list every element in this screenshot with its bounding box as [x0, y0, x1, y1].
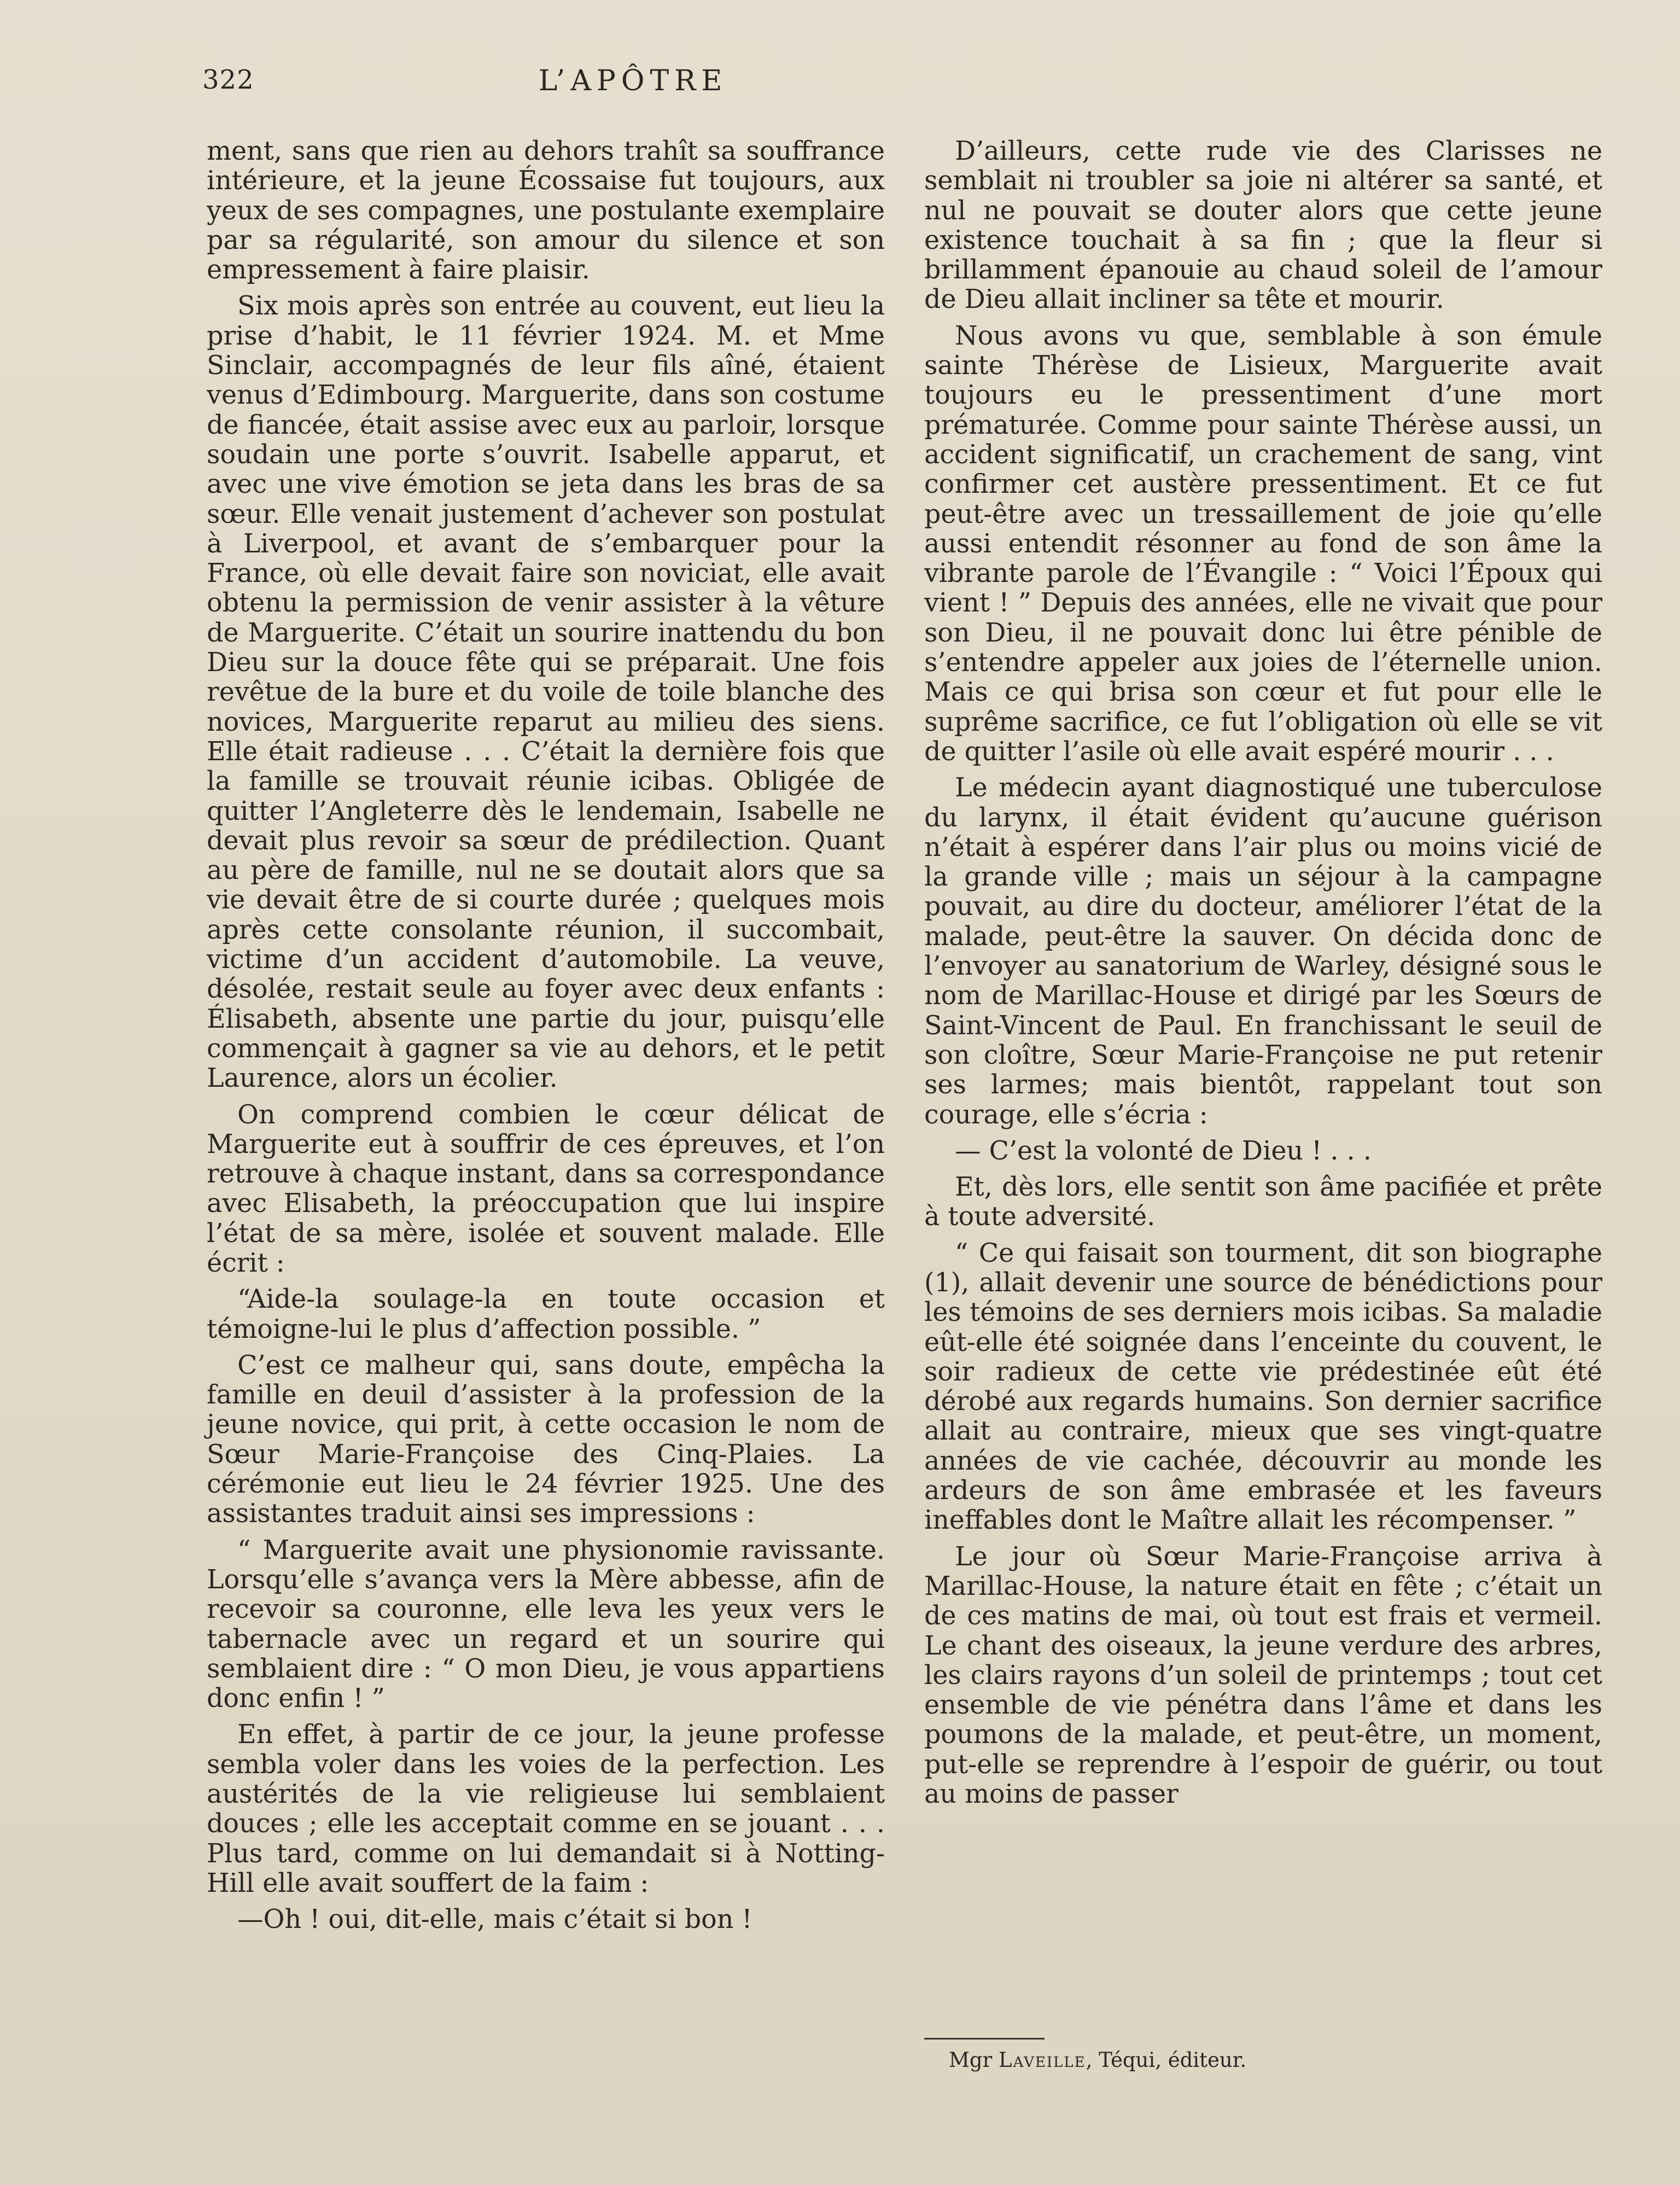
- page-number: 322: [202, 65, 254, 95]
- quote-paragraph: “ Ce qui faisait son tourment, dit son biographe (1), allait devenir une source de bénédictions pour les témoins de ses derniers mois icibas. Sa maladie eût-elle été soignée dans l’enceinte du couvent, le soir radieux de cette vie prédestinée eût été dérobé aux regards humains. Son dernier sacrifice allait au contraire, mieux que ses vingt-quatre années de vie cachée, découvrir au monde les ardeurs de son âme embrasée et les faveurs ineffables dont le Maître allait les récompenser. ”: [924, 1238, 1602, 1536]
- paragraph: Le médecin ayant diagnostiqué une tuberculose du larynx, il était évident qu’aucune guérison n’était à espérer dans l’air plus ou moins vicié de la grande ville ; mais un séjour à la campagne pouvait, au dire du docteur, améliorer l’état de la malade, peut-être la sauver. On décida donc de l’envoyer au sanatorium de Warley, désigné sous le nom de Marillac-House et dirigé par les Sœurs de Saint-Vincent de Paul. En franchissant le seuil de son cloître, Sœur Marie-Françoise ne put retenir ses larmes; mais bientôt, rappelant tout son courage, elle s’écria :: [924, 773, 1602, 1130]
- left-column: [207, 137, 885, 1942]
- paragraph: Nous avons vu que, semblable à son émule sainte Thérèse de Lisieux, Marguerite avait toujours eu le pressentiment d’une mort prématurée. Comme pour sainte Thérèse aussi, un accident significatif, un crachement de sang, vint confirmer cet austère pressentiment. Et ce fut peut-être avec un tressaillement de joie qu’elle aussi entendit résonner au fond de son âme la vibrante parole de l’Évangile : “ Voici l’Époux qui vient ! ” Depuis des années, elle ne vivait que pour son Dieu, il ne pouvait donc lui être pénible de s’entendre appeler aux joies de l’éternelle union. Mais ce qui brisa son cœur et fut pour elle le suprême sacrifice, ce fut l’obligation où elle se vit de quitter l’asile où elle avait espéré mourir . . .: [924, 321, 1602, 767]
- paragraph: En effet, à partir de ce jour, la jeune professe sembla voler dans les voies de la perfection. Les austérités de la vie religieuse lui semblaient douces ; elle les acceptait comme en se jouant . . . Plus tard, comme on lui demandait si à Notting-Hill elle avait souffert de la faim :: [207, 1720, 885, 1898]
- paragraph: Et, dès lors, elle sentit son âme pacifiée et prête à toute adversité.: [924, 1172, 1602, 1232]
- footnote-divider: [924, 2038, 1045, 2040]
- quote-paragraph: “Aide-la soulage-la en toute occasion et témoigne-lui le plus d’affection possible. ”: [207, 1284, 885, 1344]
- running-title: L’APÔTRE: [538, 65, 728, 97]
- footnote: [949, 2048, 1246, 2072]
- footnote-rest: , Téqui, éditeur.: [1086, 2048, 1247, 2072]
- paragraph: Le jour où Sœur Marie-Françoise arriva à Marillac-House, la nature était en fête ; c’était un de ces matins de mai, où tout est frais et vermeil. Le chant des oiseaux, la jeune verdure des arbres, les clairs rayons d’un soleil de printemps ; tout cet ensemble de vie pénétra dans l’âme et dans les poumons de la malade, et peut-être, un moment, put-elle se reprendre à l’espoir de guérir, ou tout au moins de passer: [924, 1541, 1602, 1810]
- paragraph: C’est ce malheur qui, sans doute, empêcha la famille en deuil d’assister à la profession de la jeune novice, qui prit, à cette occasion le nom de Sœur Marie-Françoise des Cinq-Plaies. La cérémonie eut lieu le 24 février 1925. Une des assistantes traduit ainsi ses impressions :: [207, 1350, 885, 1529]
- page-header: [202, 65, 1064, 103]
- paragraph: On comprend combien le cœur délicat de Marguerite eut à souffrir de ces épreuves, et l’on retrouve à chaque instant, dans sa correspondance avec Elisabeth, la préoccupation que lui inspire l’état de sa mère, isolée et souvent malade. Elle écrit :: [207, 1099, 885, 1278]
- dialogue-paragraph: —Oh ! oui, dit-elle, mais c’était si bon !: [237, 1904, 752, 1935]
- right-column: [924, 137, 1602, 1816]
- paragraph: ment, sans que rien au dehors trahît sa souffrance intérieure, et la jeune Écossaise fut toujours, aux yeux de ses compagnes, une postulante exemplaire par sa régularité, son amour du silence et son empressement à faire plaisir.: [207, 136, 885, 285]
- dialogue-paragraph: — C’est la volonté de Dieu ! . . .: [955, 1135, 1372, 1166]
- quote-paragraph: “ Marguerite avait une physionomie ravissante. Lorsqu’elle s’avança vers la Mère abbesse, afin de recevoir sa couronne, elle leva les yeux vers le tabernacle avec un regard et un sourire qui semblaient dire : “ O mon Dieu, je vous appartiens donc enfin ! ”: [207, 1535, 885, 1714]
- paragraph: Six mois après son entrée au couvent, eut lieu la prise d’habit, le 11 février 1924. M. et Mme Sinclair, accompagnés de leur fils aîné, étaient venus d’Edimbourg. Marguerite, dans son costume de fiancée, était assise avec eux au parloir, lorsque soudain une porte s’ouvrit. Isabelle apparut, et avec une vive émotion se jeta dans les bras de sa sœur. Elle venait justement d’achever son postulat à Liverpool, et avant de s’embarquer pour la France, où elle devait faire son noviciat, elle avait obtenu la permission de venir assister à la vêture de Marguerite. C’était un sourire inattendu du bon Dieu sur la douce fête qui se préparait. Une fois revêtue de la bure et du voile de toile blanche des novices, Marguerite reparut au milieu des siens. Elle était radieuse . . . C’était la dernière fois que la famille se trouvait réunie icibas. Obligée de quitter l’Angleterre dès le lendemain, Isabelle ne devait plus revoir sa sœur de prédilection. Quant au père de famille, nul ne se doutait alors que sa vie devait être de si courte durée ; quelques mois après cette consolante réunion, il succombait, victime d’un accident d’automobile. La veuve, désolée, restait seule au foyer avec deux enfants : Élisabeth, absente une partie du jour, puisqu’elle commençait à gagner sa vie au dehors, et le petit Laurence, alors un écolier.: [207, 291, 885, 1094]
- footnote-author: Laveille: [999, 2048, 1086, 2072]
- paragraph: D’ailleurs, cette rude vie des Clarisses ne semblait ni troubler sa joie ni altérer sa santé, et nul ne pouvait se douter alors que cette jeune existence touchait à sa fin ; que la fleur si brillamment épanouie au chaud soleil de l’amour de Dieu allait incliner sa tête et mourir.: [924, 136, 1602, 315]
- footnote-prefix: Mgr: [949, 2048, 993, 2072]
